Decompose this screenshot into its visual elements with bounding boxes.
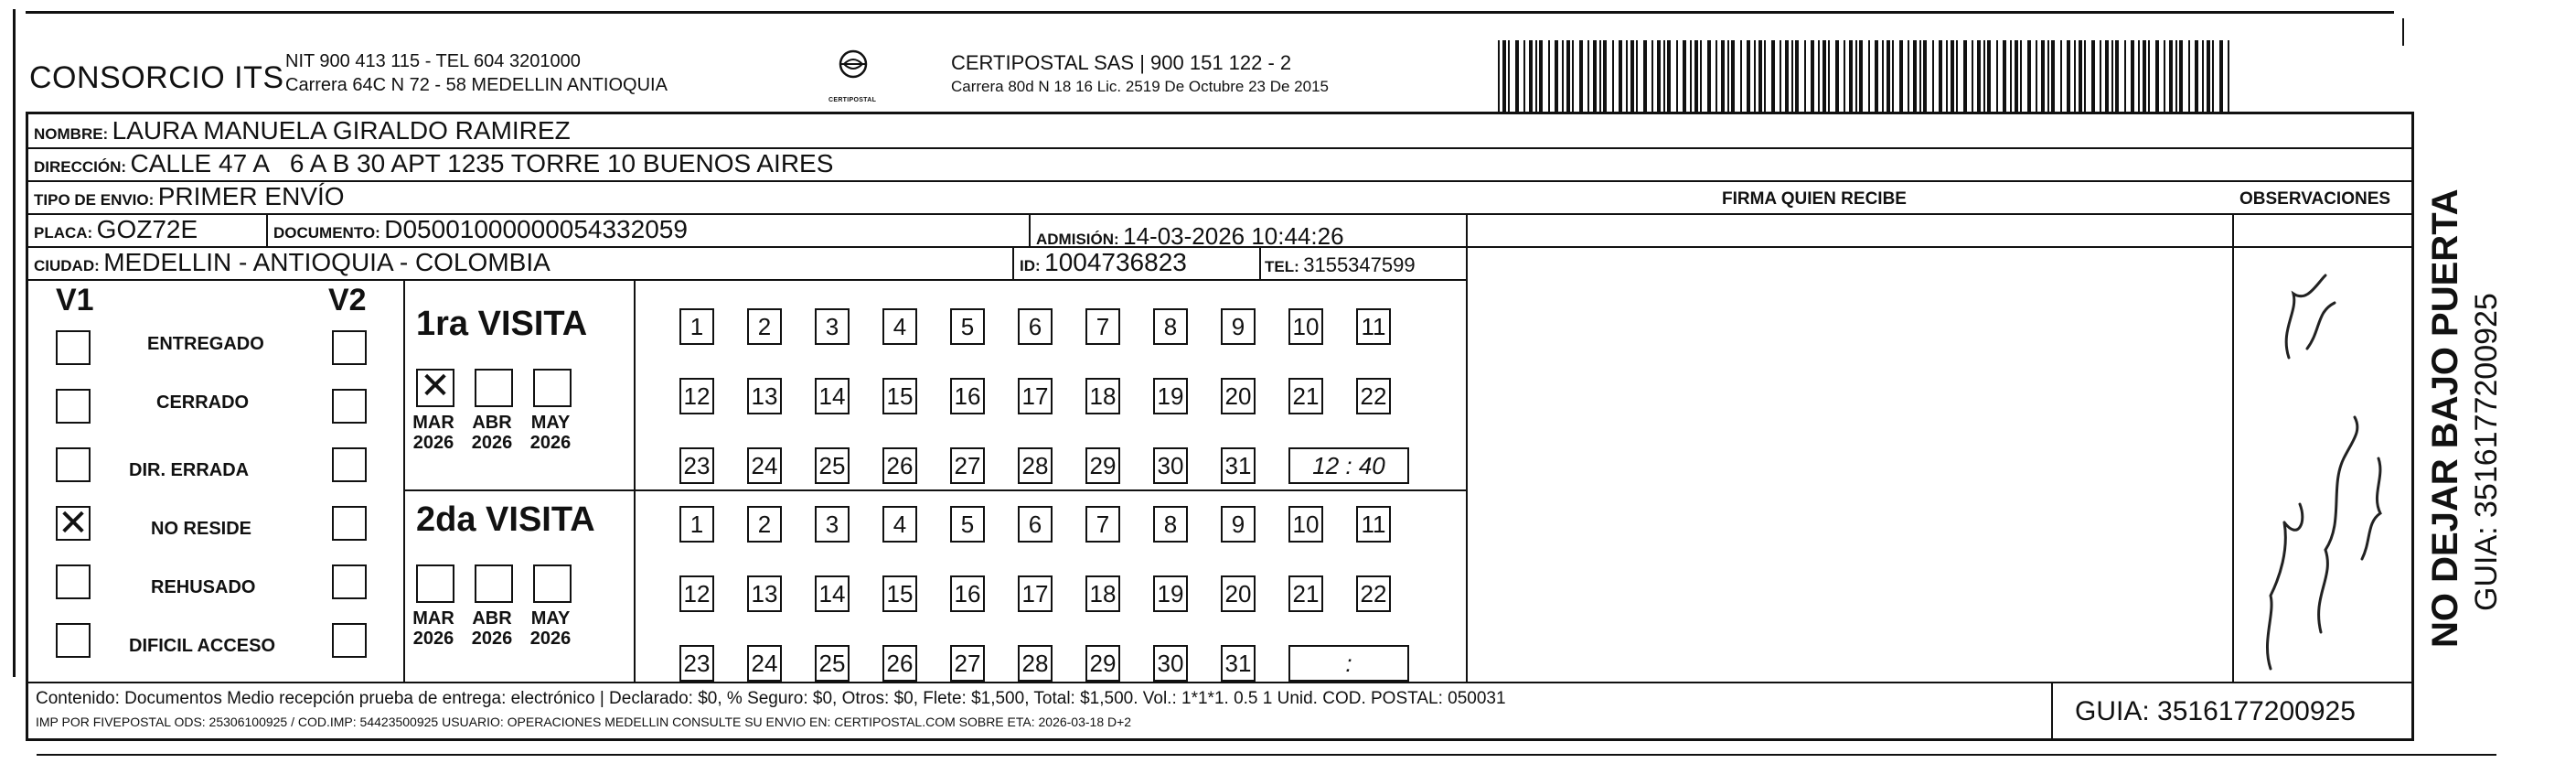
month-name: MAY xyxy=(530,608,571,629)
second-visit-title: 2da VISITA xyxy=(416,500,595,539)
company-info xyxy=(285,49,668,97)
certipostal-logo-icon xyxy=(830,48,876,97)
barcode-bar xyxy=(1593,40,1597,112)
barcode-bar xyxy=(1835,40,1839,112)
day-box[interactable]: 9 xyxy=(1221,506,1256,543)
time-box[interactable]: 12 : 40 xyxy=(1288,447,1409,484)
barcode-bar xyxy=(2228,40,2229,112)
status-v1-checkbox[interactable] xyxy=(56,564,91,599)
certipostal-info xyxy=(951,51,1329,99)
day-box[interactable]: 30 xyxy=(1153,645,1188,682)
barcode-bar xyxy=(1599,40,1601,112)
month-name: MAY xyxy=(530,413,571,433)
month-label xyxy=(528,413,573,453)
barcode-bar xyxy=(1555,40,1558,112)
barcode-bar xyxy=(1956,40,1958,112)
delivery-form xyxy=(26,112,2414,741)
barcode-bar xyxy=(1849,40,1853,112)
day-box[interactable]: 10 xyxy=(1288,308,1323,345)
top-tick xyxy=(2402,18,2404,46)
barcode-bar xyxy=(1754,40,1756,112)
day-box[interactable]: 18 xyxy=(1085,378,1120,414)
barcode-bar xyxy=(2003,40,2006,112)
visit-divider xyxy=(634,279,636,682)
barcode-bar xyxy=(1643,40,1647,112)
barcode-bar xyxy=(1529,40,1533,112)
day-box[interactable]: 13 xyxy=(747,575,782,612)
day-box[interactable]: 26 xyxy=(882,447,917,484)
admision-cell xyxy=(1036,222,1344,251)
barcode-bar xyxy=(2111,40,2113,112)
ciudad-label: CIUDAD: xyxy=(34,257,100,274)
status-label: DIFICIL ACCESO xyxy=(129,636,276,656)
day-box[interactable]: 29 xyxy=(1085,645,1120,682)
barcode-bar xyxy=(1626,40,1628,112)
first-visit-title: 1ra VISITA xyxy=(416,305,588,343)
barcode-bar xyxy=(1892,40,1894,112)
barcode-bar xyxy=(1859,40,1863,112)
no-dejar-label: NO DEJAR BAJO PUERTA xyxy=(2425,188,2465,648)
barcode-bar xyxy=(1875,40,1878,112)
barcode-bar xyxy=(1636,40,1638,112)
status-label: CERRADO xyxy=(156,392,250,413)
month-label xyxy=(528,608,573,649)
barcode-bar xyxy=(1946,40,1948,112)
barcode-bar xyxy=(1919,40,1921,112)
barcode-bar xyxy=(1630,40,1634,112)
day-box[interactable]: 4 xyxy=(882,308,917,345)
bottom-rule xyxy=(37,754,2496,756)
barcode-bar xyxy=(1771,40,1775,112)
day-box[interactable]: 11 xyxy=(1356,308,1391,345)
status-v1-checkbox[interactable]: ✕ xyxy=(56,506,91,541)
day-box[interactable]: 17 xyxy=(1018,575,1053,612)
barcode-bar xyxy=(2148,40,2150,112)
placa-cell xyxy=(34,215,198,244)
day-box[interactable]: 31 xyxy=(1221,645,1256,682)
barcode-bar xyxy=(1657,40,1661,112)
tipo-row xyxy=(34,182,345,211)
certipostal-line: CERTIPOSTAL SAS | 900 151 122 - 2 xyxy=(951,51,1292,74)
barcode-bar xyxy=(2041,40,2045,112)
day-box[interactable]: 3 xyxy=(815,506,850,543)
day-box[interactable]: 16 xyxy=(950,378,985,414)
barcode-bar xyxy=(1727,40,1729,112)
status-v2-checkbox[interactable] xyxy=(332,623,367,658)
status-v1-checkbox[interactable] xyxy=(56,330,91,365)
barcode-bar xyxy=(1498,40,1500,112)
barcode-bar xyxy=(1972,40,1973,112)
day-box[interactable]: 22 xyxy=(1356,378,1391,414)
barcode-bar xyxy=(2138,40,2140,112)
status-v2-checkbox[interactable] xyxy=(332,447,367,482)
status-divider xyxy=(403,279,405,682)
company-address: Carrera 64C N 72 - 58 MEDELLIN ANTIOQUIA xyxy=(285,75,668,95)
left-rule xyxy=(13,9,16,677)
barcode-bar xyxy=(2131,40,2134,112)
admision-value: 14-03-2026 10:44:26 xyxy=(1123,222,1344,250)
day-box[interactable]: 6 xyxy=(1018,308,1053,345)
barcode-bar xyxy=(2202,40,2204,112)
barcode-bar xyxy=(1822,40,1826,112)
day-box[interactable]: 12 xyxy=(679,575,714,612)
month-checkbox[interactable] xyxy=(416,564,454,603)
barcode-bar xyxy=(2020,40,2022,112)
barcode-bar xyxy=(1977,40,1981,112)
row-divider xyxy=(28,180,2411,182)
barcode-bar xyxy=(2074,40,2076,112)
barcode-bar xyxy=(2212,40,2214,112)
day-box[interactable]: 8 xyxy=(1153,506,1188,543)
barcode-bar xyxy=(2100,40,2101,112)
day-box[interactable]: 20 xyxy=(1221,378,1256,414)
barcode-bar xyxy=(1939,40,1942,112)
barcode-bar xyxy=(1791,40,1793,112)
footer-contenido: Contenido: Documentos Medio recepción prueba de entrega: electrónico | Declarado: $0, % Seguro: $0, Otros: $0, Flete: $1,500, Total: $1,500. Vol.: 1*1*1. 0.5 1 Unid. COD. POSTAL: 050031 xyxy=(36,689,1506,708)
month-label xyxy=(469,608,515,649)
month-checkbox[interactable] xyxy=(475,369,513,407)
id-value: 1004736823 xyxy=(1044,248,1187,276)
tel-cell xyxy=(1265,253,1416,277)
barcode-bar xyxy=(1983,40,1985,112)
barcode-bar xyxy=(1694,40,1698,112)
barcode-bar xyxy=(1764,40,1766,112)
barcode-bar xyxy=(1887,40,1890,112)
barcode-bar xyxy=(1828,40,1830,112)
barcode-bar xyxy=(1707,40,1711,112)
day-box[interactable]: 17 xyxy=(1018,378,1053,414)
day-box[interactable]: 2 xyxy=(747,308,782,345)
barcode-bar xyxy=(1899,40,1903,112)
day-box[interactable]: 23 xyxy=(679,447,714,484)
firma-header: FIRMA QUIEN RECIBE xyxy=(1722,189,1907,209)
day-box[interactable]: 2 xyxy=(747,506,782,543)
day-box[interactable]: 7 xyxy=(1085,506,1120,543)
barcode-bar xyxy=(1855,40,1857,112)
month-label xyxy=(411,413,456,453)
documento-label: DOCUMENTO: xyxy=(273,224,380,242)
barcode-bar xyxy=(2067,40,2070,112)
day-box[interactable]: 1 xyxy=(679,308,714,345)
day-box[interactable]: 26 xyxy=(882,645,917,682)
top-rule xyxy=(26,11,2394,14)
barcode-bar xyxy=(1619,40,1622,112)
day-box[interactable]: 19 xyxy=(1153,575,1188,612)
barcode-bar xyxy=(1612,40,1614,112)
barcode-bar xyxy=(2195,40,2198,112)
documento-cell xyxy=(273,215,688,244)
day-box[interactable]: 25 xyxy=(815,645,850,682)
month-checkbox[interactable] xyxy=(533,564,572,603)
status-label: DIR. ERRADA xyxy=(129,460,250,480)
day-box[interactable]: 10 xyxy=(1288,506,1323,543)
day-box[interactable]: 29 xyxy=(1085,447,1120,484)
day-box[interactable]: 6 xyxy=(1018,506,1053,543)
status-label: NO RESIDE xyxy=(151,519,252,539)
barcode-bar xyxy=(1676,40,1678,112)
barcode-bar xyxy=(2091,40,2095,112)
time-box[interactable]: : xyxy=(1288,645,1409,682)
brand-name: CONSORCIO ITS xyxy=(29,60,284,95)
barcode-bar xyxy=(1811,40,1814,112)
month-checkbox[interactable]: ✕ xyxy=(416,369,454,407)
barcode-bar xyxy=(2084,40,2086,112)
id-cell xyxy=(1020,248,1187,277)
logo-caption: CERTIPOSTAL xyxy=(828,97,877,103)
barcode-bar xyxy=(1651,40,1653,112)
day-box[interactable]: 24 xyxy=(747,447,782,484)
ciudad-cell xyxy=(34,248,550,277)
barcode-bar xyxy=(2169,40,2173,112)
tipo-label: TIPO DE ENVIO: xyxy=(34,191,155,209)
barcode-bar xyxy=(2115,40,2119,112)
day-box[interactable]: 5 xyxy=(950,308,985,345)
direccion-label: DIRECCIÓN: xyxy=(34,158,127,176)
ciudad-value: MEDELLIN - ANTIOQUIA - COLOMBIA xyxy=(103,248,550,276)
day-box[interactable]: 1 xyxy=(679,506,714,543)
tel-label: TEL: xyxy=(1265,258,1299,275)
day-box[interactable]: 8 xyxy=(1153,308,1188,345)
direccion-value: CALLE 47 A 6 A B 30 APT 1235 TORRE 10 BUENOS AIRES xyxy=(130,149,834,177)
barcode-bar xyxy=(1566,40,1570,112)
month-name: MAR xyxy=(412,413,454,433)
barcode-bar xyxy=(2179,40,2183,112)
barcode-bar xyxy=(1996,40,1998,112)
day-box[interactable]: 24 xyxy=(747,645,782,682)
footer-guia: GUIA: 3516177200925 xyxy=(2075,696,2356,726)
day-box[interactable]: 16 xyxy=(950,575,985,612)
day-box[interactable]: 11 xyxy=(1356,506,1391,543)
barcode-bar xyxy=(1747,40,1750,112)
status-v2-checkbox[interactable] xyxy=(332,506,367,541)
status-label: ENTREGADO xyxy=(147,334,264,354)
month-year: 2026 xyxy=(412,433,454,453)
col-divider xyxy=(2051,682,2053,738)
day-box[interactable]: 27 xyxy=(950,447,985,484)
barcode-bar xyxy=(1579,40,1583,112)
barcode-bar xyxy=(1683,40,1686,112)
month-name: MAR xyxy=(412,608,454,629)
placa-label: PLACA: xyxy=(34,224,93,242)
barcode-bar xyxy=(1882,40,1884,112)
barcode-bar xyxy=(2143,40,2146,112)
day-box[interactable]: 4 xyxy=(882,506,917,543)
barcode-bar xyxy=(1562,40,1564,112)
barcode-bar xyxy=(1535,40,1537,112)
barcode-bar xyxy=(2124,40,2126,112)
certipostal-address: Carrera 80d N 18 16 Lic. 2519 De Octubre 23 De 2015 xyxy=(951,78,1329,95)
barcode-bar xyxy=(1667,40,1671,112)
barcode-bar xyxy=(1818,40,1820,112)
day-box[interactable]: 31 xyxy=(1221,447,1256,484)
barcode-bar xyxy=(1603,40,1607,112)
barcode-bar xyxy=(1502,40,1506,112)
barcode-bar xyxy=(2051,40,2055,112)
day-box[interactable]: 21 xyxy=(1288,575,1323,612)
barcode-bar xyxy=(1804,40,1806,112)
direccion-row xyxy=(34,149,833,178)
barcode-bar xyxy=(1716,40,1717,112)
barcode-bar xyxy=(2164,40,2165,112)
day-box[interactable]: 14 xyxy=(815,575,850,612)
day-box[interactable]: 12 xyxy=(679,378,714,414)
day-box[interactable]: 18 xyxy=(1085,575,1120,612)
barcode-bar xyxy=(1663,40,1665,112)
barcode-bar xyxy=(1690,40,1692,112)
placa-value: GOZ72E xyxy=(96,215,198,243)
barcode-bar xyxy=(1758,40,1762,112)
cell-divider xyxy=(1259,246,1261,279)
day-box[interactable]: 28 xyxy=(1018,645,1053,682)
month-name: ABR xyxy=(472,608,512,629)
barcode-bar xyxy=(1951,40,1954,112)
tipo-value: PRIMER ENVÍO xyxy=(157,182,345,210)
cell-divider xyxy=(1029,213,1031,246)
day-box[interactable]: 30 xyxy=(1153,447,1188,484)
barcode-bar xyxy=(1515,40,1519,112)
nit-line: NIT 900 413 115 - TEL 604 3201000 xyxy=(285,51,581,71)
day-box[interactable]: 15 xyxy=(882,575,917,612)
month-year: 2026 xyxy=(529,629,572,649)
tel-value: 3155347599 xyxy=(1303,253,1416,276)
status-v2-checkbox[interactable] xyxy=(332,564,367,599)
barcode-bar xyxy=(1587,40,1589,112)
barcode-bar xyxy=(2219,40,2223,112)
day-box[interactable]: 21 xyxy=(1288,378,1323,414)
barcode-bar xyxy=(2027,40,2031,112)
barcode xyxy=(1498,40,2231,112)
month-year: 2026 xyxy=(529,433,572,453)
day-box[interactable]: 19 xyxy=(1153,378,1188,414)
barcode-bar xyxy=(2036,40,2037,112)
barcode-bar xyxy=(1780,40,1781,112)
barcode-bar xyxy=(1523,40,1525,112)
day-box[interactable]: 22 xyxy=(1356,575,1391,612)
day-box[interactable]: 28 xyxy=(1018,447,1053,484)
barcode-bar xyxy=(2155,40,2159,112)
status-v2-checkbox[interactable] xyxy=(332,330,367,365)
day-box[interactable]: 13 xyxy=(747,378,782,414)
status-v1-checkbox[interactable] xyxy=(56,389,91,424)
day-box[interactable]: 23 xyxy=(679,645,714,682)
day-box[interactable]: 7 xyxy=(1085,308,1120,345)
day-box[interactable]: 14 xyxy=(815,378,850,414)
v1-header: V1 xyxy=(56,283,94,317)
barcode-bar xyxy=(1868,40,1870,112)
row-divider xyxy=(28,279,1466,281)
day-box[interactable]: 15 xyxy=(882,378,917,414)
status-v2-checkbox[interactable] xyxy=(332,389,367,424)
status-v1-checkbox[interactable] xyxy=(56,447,91,482)
handwritten-note xyxy=(2234,248,2411,680)
day-box[interactable]: 27 xyxy=(950,645,985,682)
barcode-bar xyxy=(1923,40,1927,112)
observaciones-header: OBSERVACIONES xyxy=(2239,189,2391,209)
day-box[interactable]: 9 xyxy=(1221,308,1256,345)
barcode-bar xyxy=(1987,40,1991,112)
barcode-bar xyxy=(2047,40,2049,112)
cell-divider xyxy=(266,213,268,246)
barcode-bar xyxy=(2079,40,2082,112)
nombre-value: LAURA MANUELA GIRALDO RAMIREZ xyxy=(112,116,571,145)
barcode-bar xyxy=(1572,40,1574,112)
id-label: ID: xyxy=(1020,257,1041,274)
month-year: 2026 xyxy=(471,629,513,649)
barcode-bar xyxy=(2188,40,2190,112)
barcode-bar xyxy=(1508,40,1510,112)
v2-header: V2 xyxy=(328,283,367,317)
barcode-bar xyxy=(1932,40,1934,112)
nombre-row xyxy=(34,116,571,145)
barcode-bar xyxy=(1700,40,1702,112)
month-checkbox[interactable] xyxy=(475,564,513,603)
barcode-bar xyxy=(2175,40,2177,112)
barcode-bar xyxy=(2010,40,2012,112)
day-box[interactable]: 20 xyxy=(1221,575,1256,612)
barcode-bar xyxy=(1913,40,1917,112)
admision-label: ADMISIÓN: xyxy=(1036,231,1119,248)
certipostal-logo xyxy=(830,48,876,97)
month-label xyxy=(411,608,456,649)
status-v1-checkbox[interactable] xyxy=(56,623,91,658)
barcode-bar xyxy=(1963,40,1967,112)
documento-value: D05001000000054332059 xyxy=(384,215,688,243)
nombre-label: NOMBRE: xyxy=(34,125,109,143)
footer-imp: IMP POR FIVEPOSTAL ODS: 25306100925 / COD.IMP: 54423500925 USUARIO: OPERACIONES MEDELLIN CONSULTE SU ENVIO EN: CERTIPOSTAL.COM SOBRE ETA: 2026-03-18 D+2 xyxy=(36,715,1132,729)
barcode-bar xyxy=(1795,40,1799,112)
barcode-bar xyxy=(1844,40,1845,112)
month-year: 2026 xyxy=(412,629,454,649)
barcode-bar xyxy=(2060,40,2062,112)
day-box[interactable]: 5 xyxy=(950,506,985,543)
barcode-bar xyxy=(1740,40,1742,112)
barcode-bar xyxy=(1721,40,1725,112)
month-name: ABR xyxy=(472,413,512,433)
month-label xyxy=(469,413,515,453)
month-checkbox[interactable] xyxy=(533,369,572,407)
barcode-bar xyxy=(1908,40,1909,112)
barcode-bar xyxy=(2207,40,2210,112)
status-label: REHUSADO xyxy=(151,577,256,597)
day-box[interactable]: 3 xyxy=(815,308,850,345)
sidebar-guia: GUIA: 3516177200925 xyxy=(2469,293,2504,611)
visit-split xyxy=(403,489,1466,491)
footer-divider xyxy=(28,682,2411,683)
cell-divider xyxy=(1012,246,1014,279)
barcode-bar xyxy=(2015,40,2018,112)
barcode-bar xyxy=(1785,40,1789,112)
col-divider xyxy=(1466,213,1468,682)
barcode-bar xyxy=(2105,40,2109,112)
month-year: 2026 xyxy=(471,433,513,453)
barcode-bar xyxy=(1539,40,1543,112)
day-box[interactable]: 25 xyxy=(815,447,850,484)
barcode-bar xyxy=(1731,40,1735,112)
barcode-bar xyxy=(1548,40,1550,112)
